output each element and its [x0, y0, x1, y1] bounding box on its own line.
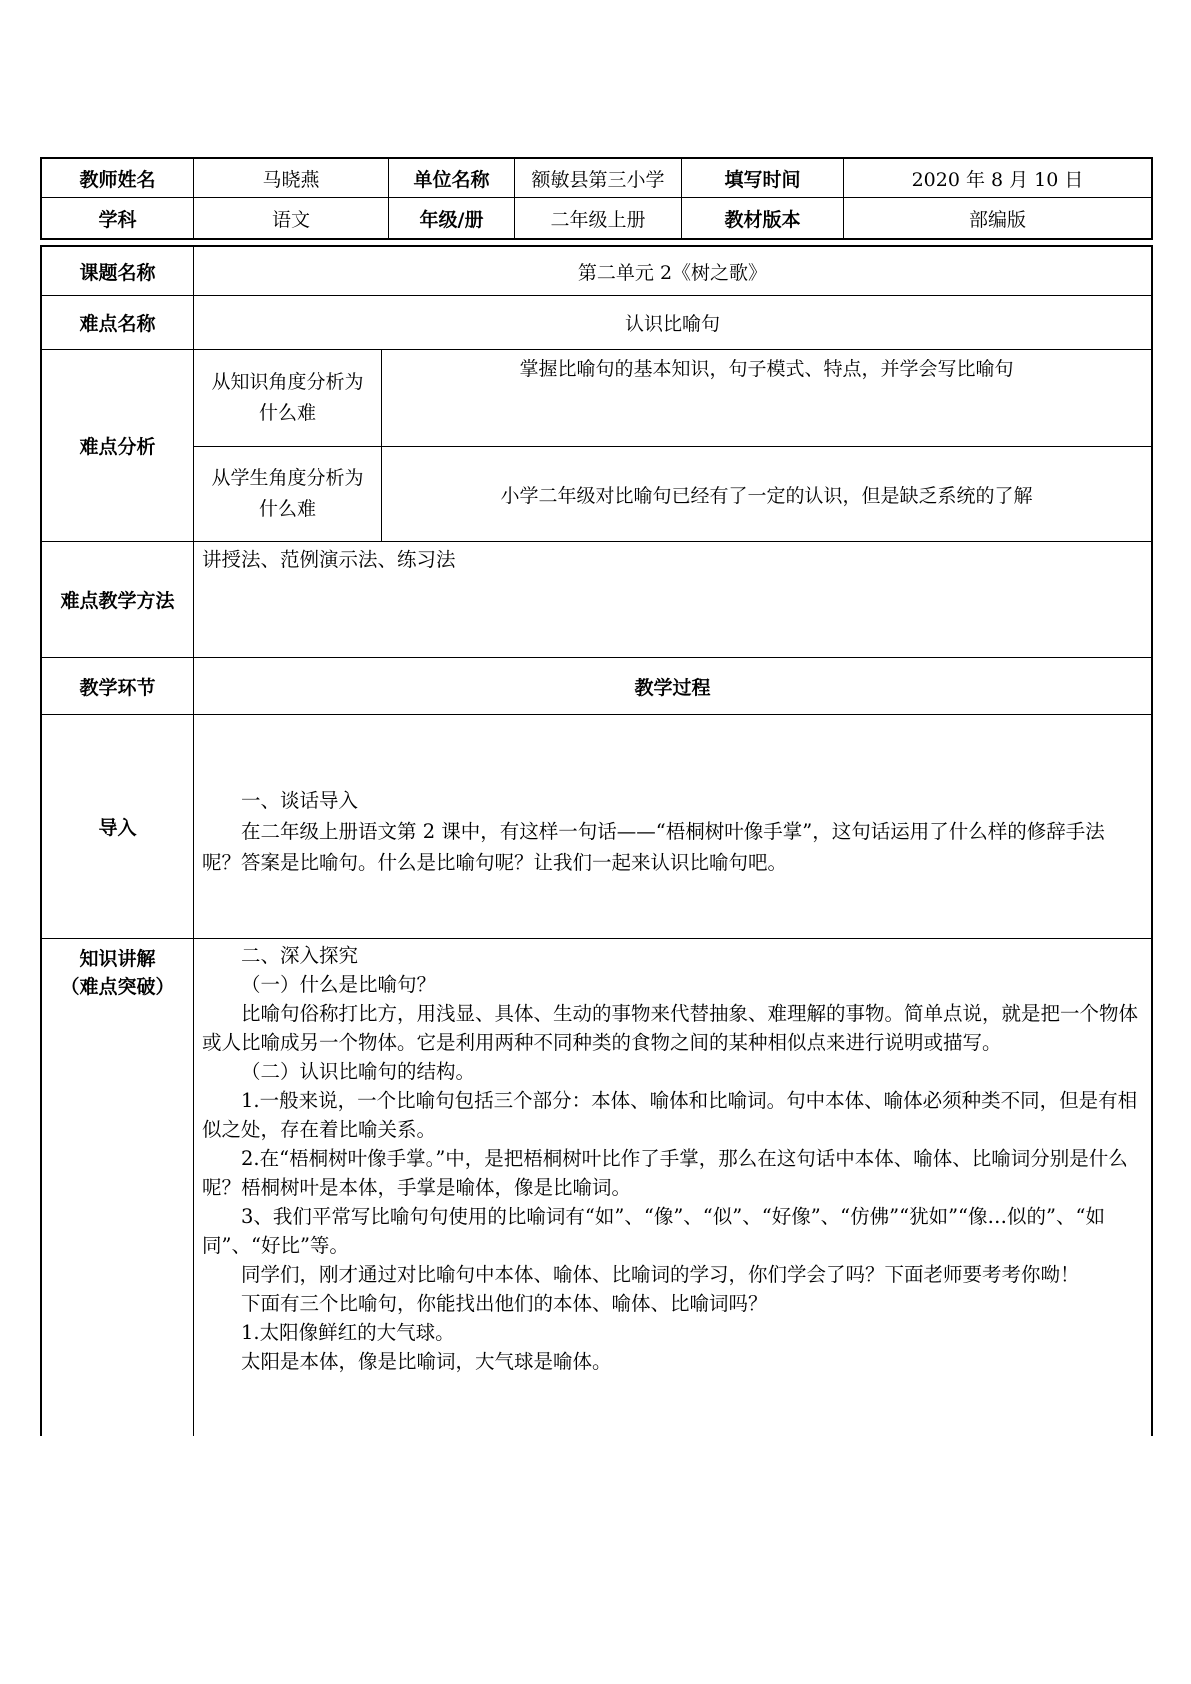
explain-answer-1: 太阳是本体，像是比喻词，大气球是喻体。 — [241, 1350, 612, 1373]
explain-paragraph-3: 下面有三个比喻句，你能找出他们的本体、喻体、比喻词吗？ — [241, 1292, 768, 1315]
method-label: 难点教学方法 — [42, 542, 194, 657]
teacher-value: 马晓燕 — [194, 159, 389, 197]
method-row — [40, 542, 1153, 658]
analysis-row — [40, 350, 1153, 542]
process-right-label: 教学过程 — [634, 676, 711, 699]
explain-point-1: 1.一般来说，一个比喻句包括三个部分：本体、喻体和比喻词。句中本体、喻体必须种类不同，但是有相似之处，存在着比喻关系。 — [202, 1089, 1138, 1141]
student-value: 小学二年级对比喻句已经有了一定的认识，但是缺乏系统的了解 — [500, 484, 1033, 507]
explain-paragraph-1: 比喻句俗称打比方，用浅显、具体、生动的事物来代替抽象、难理解的事物。简单点说，就是把一个物体或人比喻成另一个物体。它是利用两种不同种类的食物之间的某种相似点来进行说明或描写。 — [202, 1002, 1139, 1054]
explain-label-line2: （难点突破） — [60, 976, 175, 998]
explain-subheading-1: （一）什么是比喻句？ — [241, 973, 437, 996]
explain-heading: 二、深入探究 — [241, 944, 359, 967]
grade-value: 二年级上册 — [515, 198, 682, 238]
student-label: 从学生角度分析为什么难 — [211, 467, 364, 520]
intro-content — [194, 715, 1151, 938]
student-analysis — [194, 447, 1151, 541]
header-row-2 — [40, 198, 1153, 240]
intro-row — [40, 715, 1153, 939]
knowledge-value: 掌握比喻句的基本知识，句子模式、特点，并学会写比喻句 — [519, 358, 1014, 380]
subject-label: 学科 — [42, 198, 194, 238]
edition-label: 教材版本 — [682, 198, 844, 238]
lesson-plan-table — [40, 157, 1153, 1436]
explain-row — [40, 939, 1153, 1436]
explain-content — [194, 939, 1151, 1436]
difficulty-row — [40, 296, 1153, 350]
topic-row — [40, 245, 1153, 296]
explain-label-line1: 知识讲解 — [79, 948, 156, 970]
date-label: 填写时间 — [682, 159, 844, 197]
explain-subheading-2: （二）认识比喻句的结构。 — [241, 1060, 476, 1083]
process-left-label: 教学环节 — [42, 658, 194, 714]
subject-value: 语文 — [194, 198, 389, 238]
knowledge-analysis — [194, 350, 1151, 447]
edition-value: 部编版 — [968, 208, 1026, 231]
explain-point-2: 2.在“梧桐树叶像手掌。”中，是把梧桐树叶比作了手掌，那么在这句话中本体、喻体、比喻词分别是什么呢？梧桐树叶是本体，手掌是喻体，像是比喻词。 — [202, 1147, 1128, 1199]
header-row-1 — [40, 157, 1153, 198]
analysis-label: 难点分析 — [42, 350, 194, 541]
difficulty-value: 认识比喻句 — [624, 313, 720, 335]
intro-paragraph: 在二年级上册语文第 2 课中，有这样一句话——“梧桐树叶像手掌”，这句话运用了什么样的修辞手法呢？答案是比喻句。什么是比喻句呢？让我们一起来认识比喻句吧。 — [202, 820, 1105, 874]
intro-label: 导入 — [42, 715, 194, 938]
process-header-row — [40, 658, 1153, 715]
grade-label: 年级/册 — [389, 198, 515, 238]
intro-heading: 一、谈话导入 — [241, 789, 359, 812]
topic-label: 课题名称 — [42, 247, 194, 295]
method-value: 讲授法、范例演示法、练习法 — [202, 548, 456, 571]
teacher-label: 教师姓名 — [42, 159, 194, 197]
explain-label — [42, 939, 194, 1436]
explain-paragraph-2: 同学们，刚才通过对比喻句中本体、喻体、比喻词的学习，你们学会了吗？下面老师要考考你呦！ — [241, 1263, 1080, 1286]
unit-label: 单位名称 — [389, 159, 515, 197]
date-value: 2020 年 8 月 10 日 — [911, 168, 1084, 191]
knowledge-label: 从知识角度分析为什么难 — [211, 371, 364, 424]
topic-value: 第二单元 2《树之歌》 — [577, 261, 768, 284]
explain-example-1: 1.太阳像鲜红的大气球。 — [241, 1321, 455, 1344]
unit-value: 额敏县第三小学 — [515, 159, 682, 197]
explain-point-3: 3、我们平常写比喻句句使用的比喻词有“如”、“像”、“似”、“好像”、“仿佛”“犹如”“像…似的”、“如同”、“好比”等。 — [202, 1205, 1105, 1257]
difficulty-label: 难点名称 — [42, 296, 194, 349]
